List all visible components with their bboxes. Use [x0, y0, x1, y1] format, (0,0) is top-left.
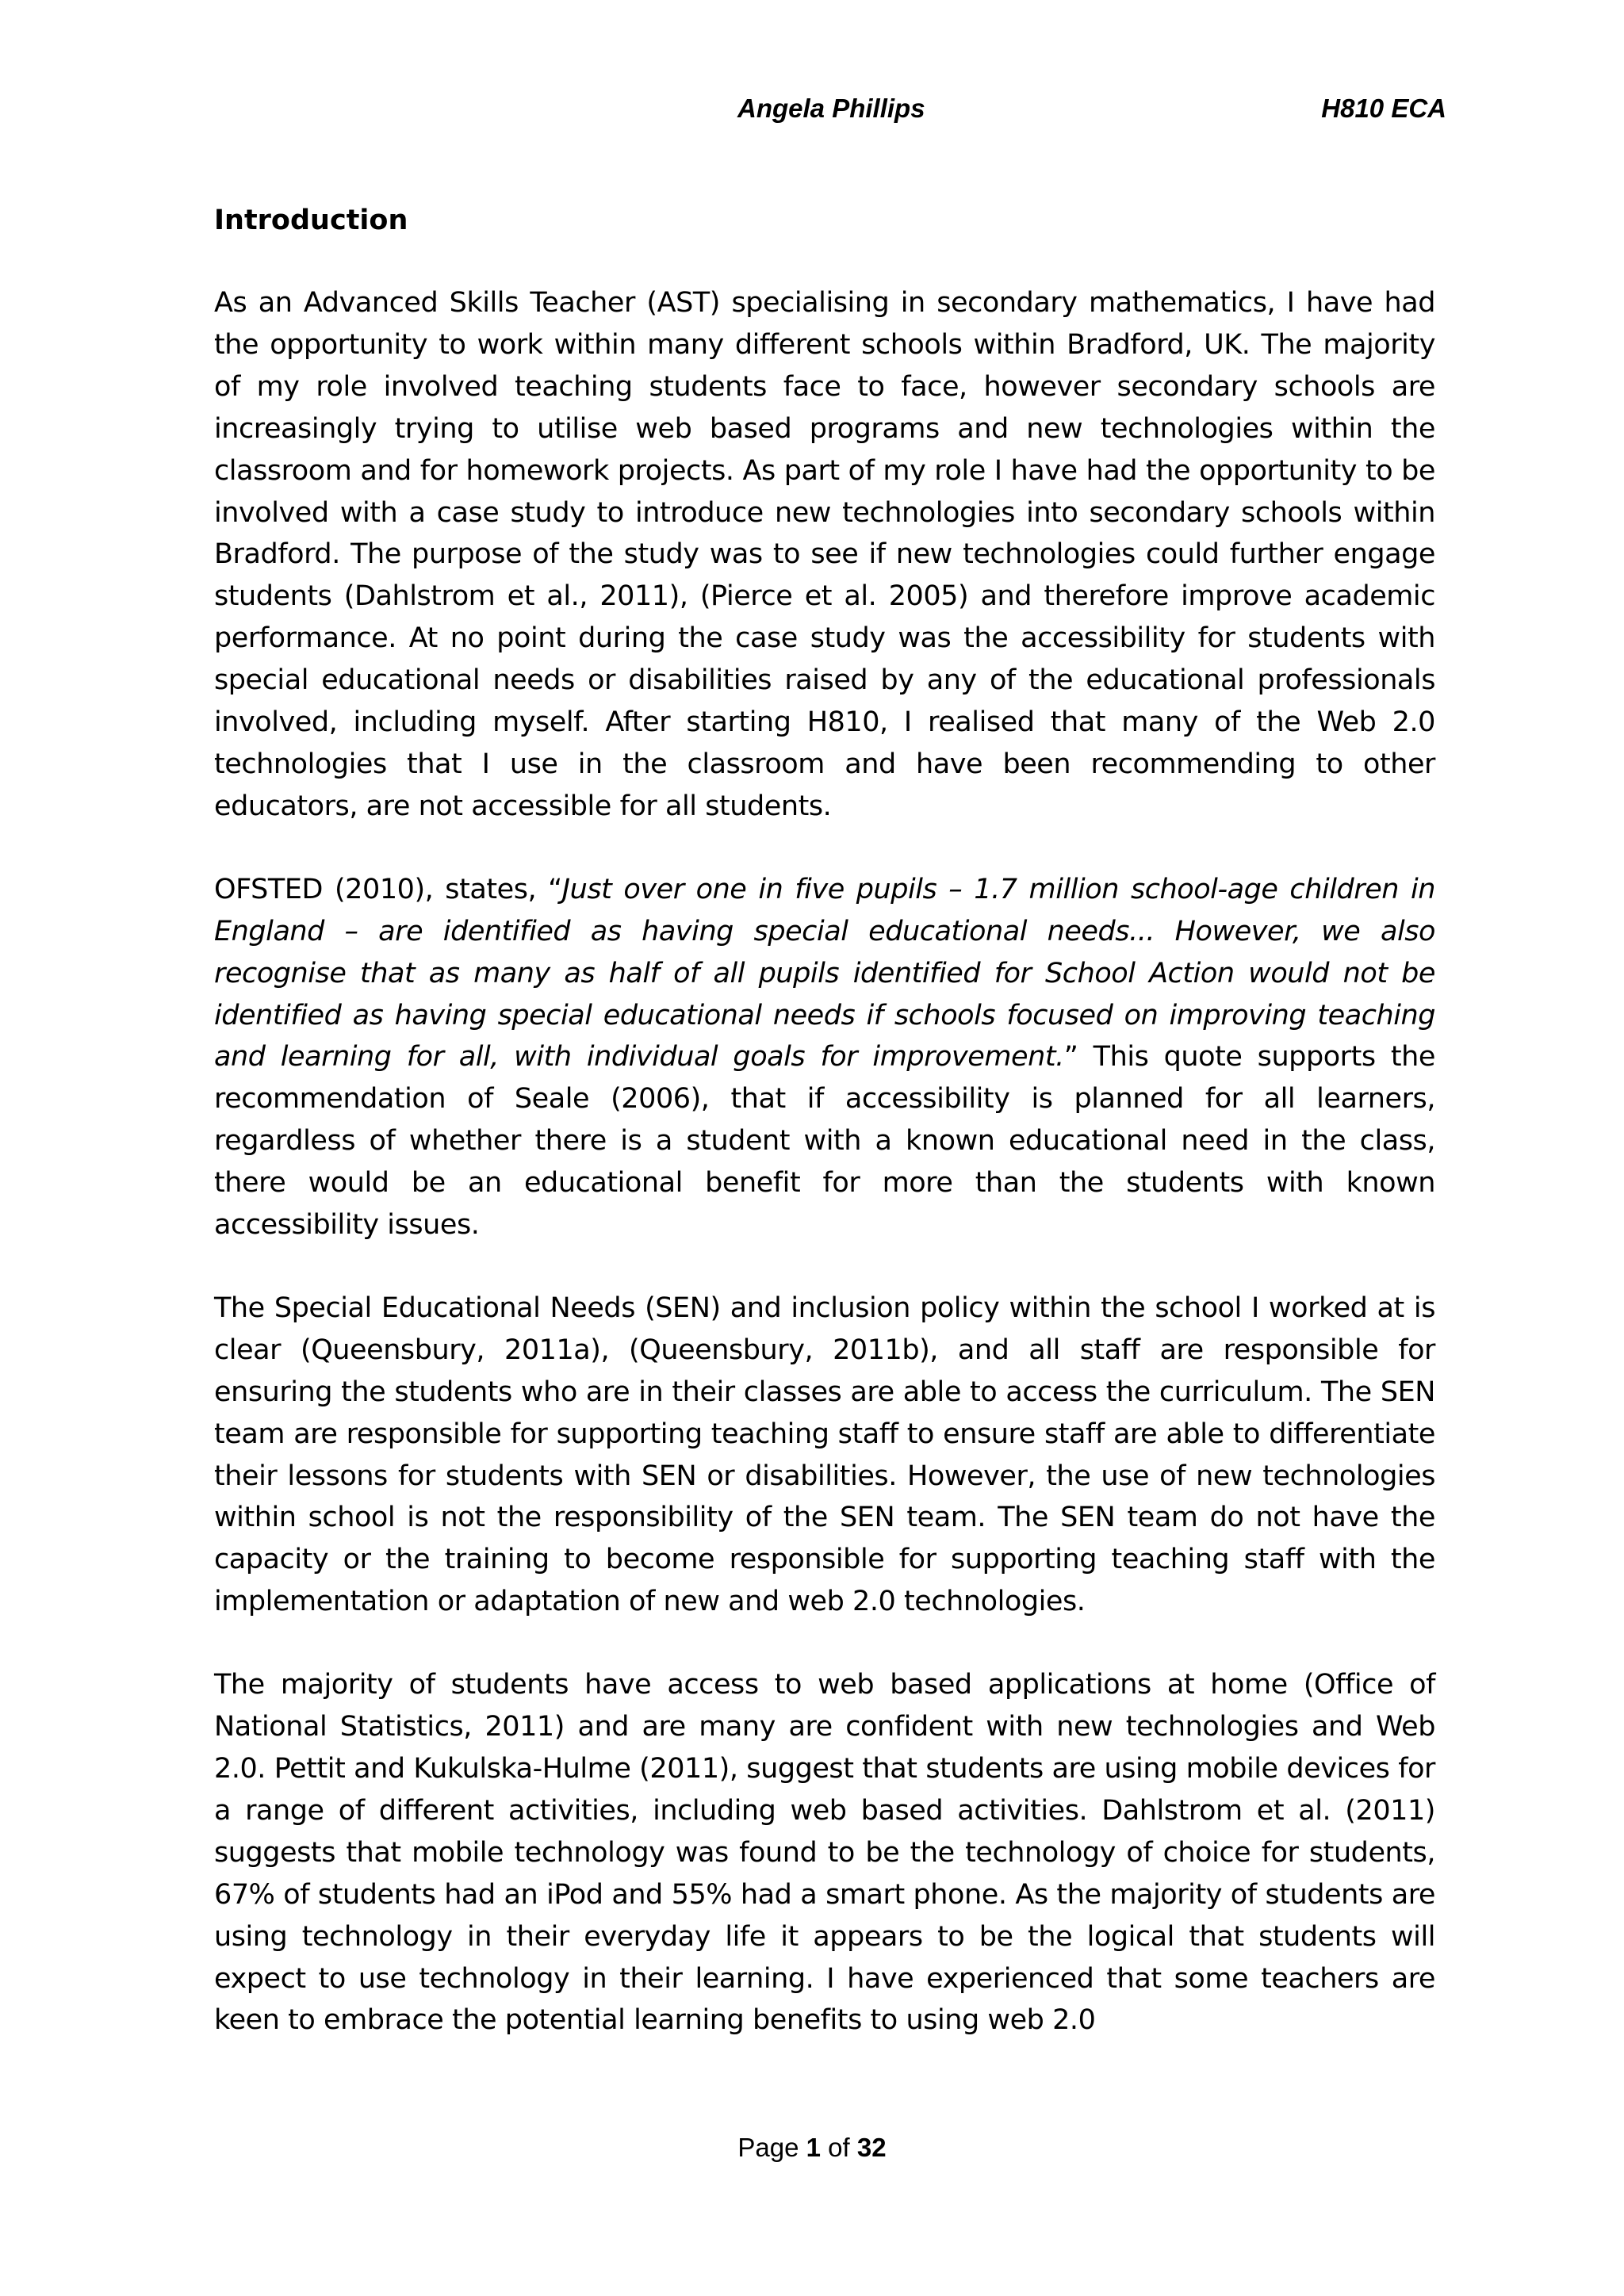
footer-page-number: 1 — [806, 2133, 821, 2162]
paragraph-2-close: ” This quote supports the recommendation of Seale (2006), that if accessibility is planned for all learners, regardless of whether there is a student with a known educational need in the class, there would be an educational benefit for more than the students with known accessibility issues. — [214, 1041, 1435, 1242]
paragraph-2 — [214, 869, 1435, 1246]
page-header — [214, 94, 1446, 133]
ofsted-quote: Just over one in five pupils – 1.7 million school-age children in England – are identified as having special educational needs... However, we also recognise that as many as half of all pupils identified for School Action would not be identified as having special educational needs if schools focused on improving teaching and learning for all, with individual goals for improvement. — [214, 873, 1435, 1073]
section-heading: Introduction — [214, 205, 408, 236]
paragraph-3: The Special Educational Needs (SEN) and inclusion policy within the school I worked at is clear (Queensbury, 2011a), (Queensbury, 2011b), and all staff are responsible for ensuring the students who are in their classes are able to access the curriculum. The SEN team are responsible for supporting teaching staff to ensure staff are able to differentiate their lessons for students with SEN or disabilities. However, the use of new technologies within school is not the responsibility of the SEN team. The SEN team do not have the capacity or the training to become responsible for supporting teaching staff with the implementation or adaptation of new and web 2.0 technologies. — [214, 1292, 1435, 1618]
paragraph-2-lead: OFSTED (2010), states, “ — [214, 873, 562, 905]
footer-page-total: 32 — [856, 2133, 887, 2162]
paragraph-4: The majority of students have access to web based applications at home (Office of National Statistics, 2011) and are many are confident with new technologies and Web 2.0. Pettit and Kukulska-Hulme (2011), suggest that students are using mobile devices for a range of different activities, including web based activities. Dahlstrom et al. (2011) suggests that mobile technology was found to be the technology of choice for students, 67% of students had an iPod and 55% had a smart phone. As the majority of students are using technology in their everyday life it appears to be the logical that students will expect to use technology in their learning. I have experienced that some teachers are keen to embrace the potential learning benefits to using web 2.0 — [214, 1669, 1435, 2037]
footer-of-label: of — [828, 2133, 850, 2162]
page-footer — [0, 2133, 1624, 2163]
header-course: H810 ECA — [1321, 94, 1446, 123]
document-body — [214, 200, 1435, 2083]
header-author: Angela Phillips — [737, 94, 925, 123]
paragraph-1: As an Advanced Skills Teacher (AST) specialising in secondary mathematics, I have had the opportunity to work within many different schools within Bradford, UK. The majority of my role involved teaching students face to face, however secondary schools are increasingly trying to utilise web based programs and new technologies within the classroom and for homework projects. As part of my role I have had the opportunity to be involved with a case study to introduce new technologies into secondary schools within Bradford. The purpose of the study was to see if new technologies could further engage students (Dahlstrom et al., 2011), (Pierce et al. 2005) and therefore improve academic performance. At no point during the case study was the accessibility for students with special educational needs or disabilities raised by any of the educational professionals involved, including myself. After starting H810, I realised that many of the Web 2.0 technologies that I use in the classroom and have been recommending to other educators, are not accessible for all students. — [214, 287, 1435, 822]
footer-page-label: Page — [737, 2133, 799, 2162]
